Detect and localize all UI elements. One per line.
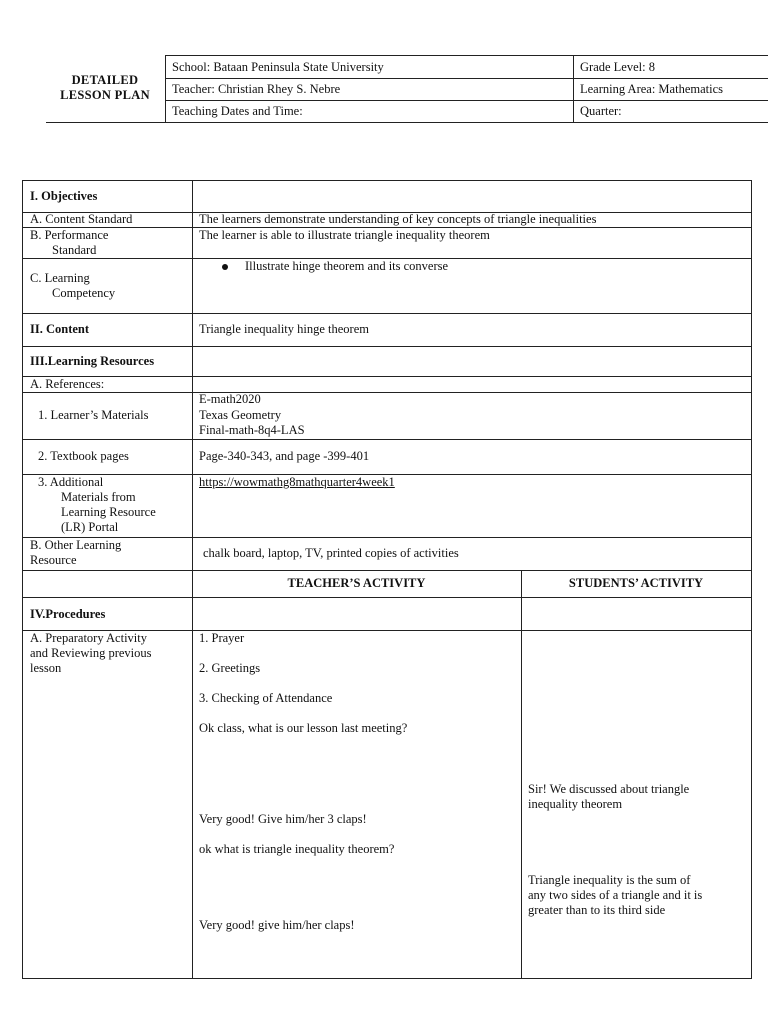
content-heading: II. Content: [30, 322, 90, 336]
table-right-border: [751, 180, 752, 979]
activity-column-divider: [521, 570, 522, 979]
student-answer-1: Sir! We discussed about triangle: [528, 782, 690, 796]
table-left-border: [22, 180, 23, 979]
learners-material-item: Texas Geometry: [199, 408, 282, 422]
row-divider: [22, 313, 752, 314]
teaching-dates-field: Teaching Dates and Time:: [172, 104, 303, 118]
row-divider: [22, 346, 752, 347]
header-row-divider-1: [165, 78, 768, 79]
students-activity-header: STUDENTS’ ACTIVITY: [568, 576, 704, 590]
teacher-field: Teacher: Christian Rhey S. Nebre: [172, 82, 341, 96]
learning-resources-heading: III.Learning Resources: [30, 354, 155, 368]
learning-area-field: Learning Area: Mathematics: [580, 82, 723, 96]
row-divider: [22, 597, 752, 598]
preparatory-activity-label-cont: lesson: [30, 661, 62, 675]
lr-portal-link[interactable]: https://wowmathg8mathquarter4week1: [199, 475, 395, 489]
content-standard-label: A. Content Standard: [30, 212, 133, 226]
learning-competency-label-cont: Competency: [52, 286, 116, 300]
teacher-question-1: Ok class, what is our lesson last meeting?: [199, 721, 408, 735]
title-line-1: DETAILED: [71, 73, 139, 87]
table-top-border: [22, 180, 752, 181]
row-divider: [22, 392, 752, 393]
bullet-icon: [222, 264, 228, 270]
row-divider: [22, 439, 752, 440]
other-resource-value: chalk board, laptop, TV, printed copies of activities: [203, 546, 459, 560]
teacher-praise-1: Very good! Give him/her 3 claps!: [199, 812, 367, 826]
row-divider: [22, 376, 752, 377]
learning-competency-item: Illustrate hinge theorem and its converse: [245, 259, 449, 273]
additional-materials-label-cont: Learning Resource: [61, 505, 156, 519]
grade-level-field: Grade Level: 8: [580, 60, 655, 74]
learners-material-item: Final-math-8q4-LAS: [199, 423, 305, 437]
other-resource-label: B. Other Learning: [30, 538, 122, 552]
row-divider: [22, 570, 752, 571]
preparatory-activity-label-cont: and Reviewing previous: [30, 646, 152, 660]
preparatory-activity-label: A. Preparatory Activity: [30, 631, 147, 645]
learners-material-item: E-math2020: [199, 392, 261, 406]
school-field: School: Bataan Peninsula State University: [172, 60, 384, 74]
teacher-praise-2: Very good! give him/her claps!: [199, 918, 355, 932]
header-left-border: [165, 55, 166, 123]
content-value: Triangle inequality hinge theorem: [199, 322, 369, 336]
references-label: A. References:: [30, 377, 105, 391]
performance-standard-label-cont: Standard: [52, 243, 97, 257]
student-answer-1-cont: inequality theorem: [528, 797, 623, 811]
title-line-2: LESSON PLAN: [60, 88, 150, 102]
header-row-divider-2: [165, 100, 768, 101]
objectives-heading: I. Objectives: [30, 189, 98, 203]
document-title: [46, 73, 164, 103]
quarter-field: Quarter:: [580, 104, 622, 118]
procedures-heading: IV.Procedures: [30, 607, 106, 621]
textbook-pages-label: 2. Textbook pages: [38, 449, 129, 463]
header-bottom-border: [46, 122, 768, 123]
student-answer-2-cont: greater than to its third side: [528, 903, 666, 917]
additional-materials-label: 3. Additional: [38, 475, 104, 489]
performance-standard-value: The learner is able to illustrate triangle inequality theorem: [199, 228, 490, 242]
teacher-greetings: 2. Greetings: [199, 661, 261, 675]
row-divider: [22, 537, 752, 538]
student-answer-2-cont: any two sides of a triangle and it is: [528, 888, 703, 902]
header-column-divider: [573, 55, 574, 123]
teacher-prayer: 1. Prayer: [199, 631, 245, 645]
additional-materials-label-cont: Materials from: [61, 490, 136, 504]
learners-materials-label: 1. Learner’s Materials: [38, 408, 149, 422]
learning-competency-label: C. Learning: [30, 271, 90, 285]
teacher-attendance: 3. Checking of Attendance: [199, 691, 333, 705]
additional-materials-label-cont: (LR) Portal: [61, 520, 119, 534]
table-bottom-border: [22, 978, 752, 979]
textbook-pages-value: Page-340-343, and page -399-401: [199, 449, 370, 463]
teacher-activity-header: TEACHER’S ACTIVITY: [287, 576, 426, 590]
teacher-question-2: ok what is triangle inequality theorem?: [199, 842, 395, 856]
content-standard-value: The learners demonstrate understanding of key concepts of triangle inequalities: [199, 212, 597, 226]
other-resource-label-cont: Resource: [30, 553, 77, 567]
performance-standard-label: B. Performance: [30, 228, 109, 242]
student-answer-2: Triangle inequality is the sum of: [528, 873, 691, 887]
header-top-border: [165, 55, 768, 56]
